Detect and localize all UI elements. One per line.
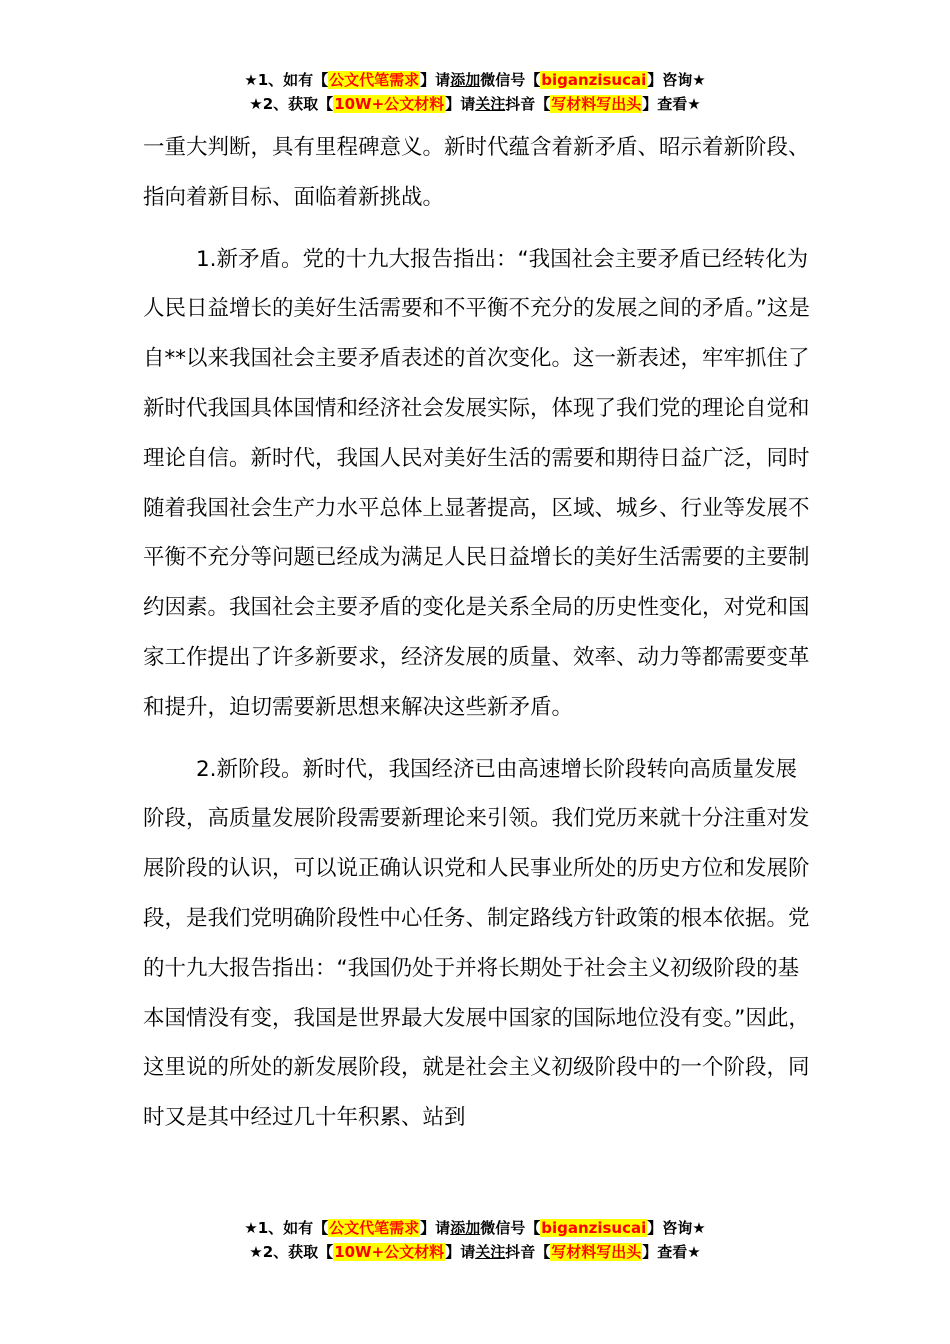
highlight-text: 公文代笔需求 [329,71,420,89]
underlined-text: 添加 [450,1219,481,1237]
banner-text: ★1、如有【 [244,1219,329,1237]
document-body [143,123,815,1143]
paragraph-3: 2.新阶段。新时代，我国经济已由高速增长阶段转向高质量发展阶段，高质量发展阶段需要新理论来引领。我们党历来就十分注重对发展阶段的认识，可以说正确认识党和人民事业所处的历史方位和发展阶段，是我们党明确阶段性中心任务、制定路线方针政策的根本依据。党的十九大报告指出：“我国仍处于并将长期处于社会主义初级阶段的基本国情没有变，我国是世界最大发展中国家的国际地位没有变。”因此，这里说的所处的新发展阶段，就是社会主义初级阶段中的一个阶段，同时又是其中经过几十年积累、站到 [143,756,810,1131]
banner-line-2 [0,1240,950,1264]
header-banner [0,68,950,116]
banner-text: 】请 [445,95,476,113]
banner-text: 微信号【 [480,1219,541,1237]
highlight-text: 10W+公文材料 [334,1243,445,1261]
underlined-text: 关注 [475,95,506,113]
douyin-id: 写材料写出头 [551,95,642,113]
banner-text: 】查看★ [642,95,701,113]
banner-line-1 [0,68,950,92]
wechat-id: biganzisucai [541,71,647,89]
banner-text: 】查看★ [642,1243,701,1261]
banner-text: ★1、如有【 [244,71,329,89]
banner-text: ★2、获取【 [249,95,334,113]
banner-text: ★2、获取【 [249,1243,334,1261]
highlight-text: 公文代笔需求 [329,1219,420,1237]
banner-line-2 [0,92,950,116]
wechat-id: biganzisucai [541,1219,647,1237]
banner-text: 微信号【 [480,71,541,89]
banner-text: 】请 [420,71,451,89]
banner-text: 】请 [420,1219,451,1237]
underlined-text: 关注 [475,1243,506,1261]
banner-text: 】咨询★ [647,71,706,89]
douyin-id: 写材料写出头 [551,1243,642,1261]
highlight-text: 10W+公文材料 [334,95,445,113]
footer-banner [0,1216,950,1264]
underlined-text: 添加 [450,71,481,89]
banner-text: 抖音【 [505,1243,551,1261]
paragraph-1: 一重大判断，具有里程碑意义。新时代蕴含着新矛盾、昭示着新阶段、指向着新目标、面临着新挑战。 [143,135,810,210]
banner-text: 】咨询★ [647,1219,706,1237]
banner-line-1 [0,1216,950,1240]
banner-text: 】请 [445,1243,476,1261]
paragraph-2: 1.新矛盾。党的十九大报告指出：“我国社会主要矛盾已经转化为人民日益增长的美好生活需要和不平衡不充分的发展之间的矛盾。”这是自**以来我国社会主要矛盾表述的首次变化。这一新表述，牢牢抓住了新时代我国具体国情和经济社会发展实际，体现了我们党的理论自觉和理论自信。新时代，我国人民对美好生活的需要和期待日益广泛，同时随着我国社会生产力水平总体上显著提高，区域、城乡、行业等发展不平衡不充分等问题已经成为满足人民日益增长的美好生活需要的主要制约因素。我国社会主要矛盾的变化是关系全局的历史性变化，对党和国家工作提出了许多新要求，经济发展的质量、效率、动力等都需要变革和提升，迫切需要新思想来解决这些新矛盾。 [143,246,810,720]
banner-text: 抖音【 [505,95,551,113]
